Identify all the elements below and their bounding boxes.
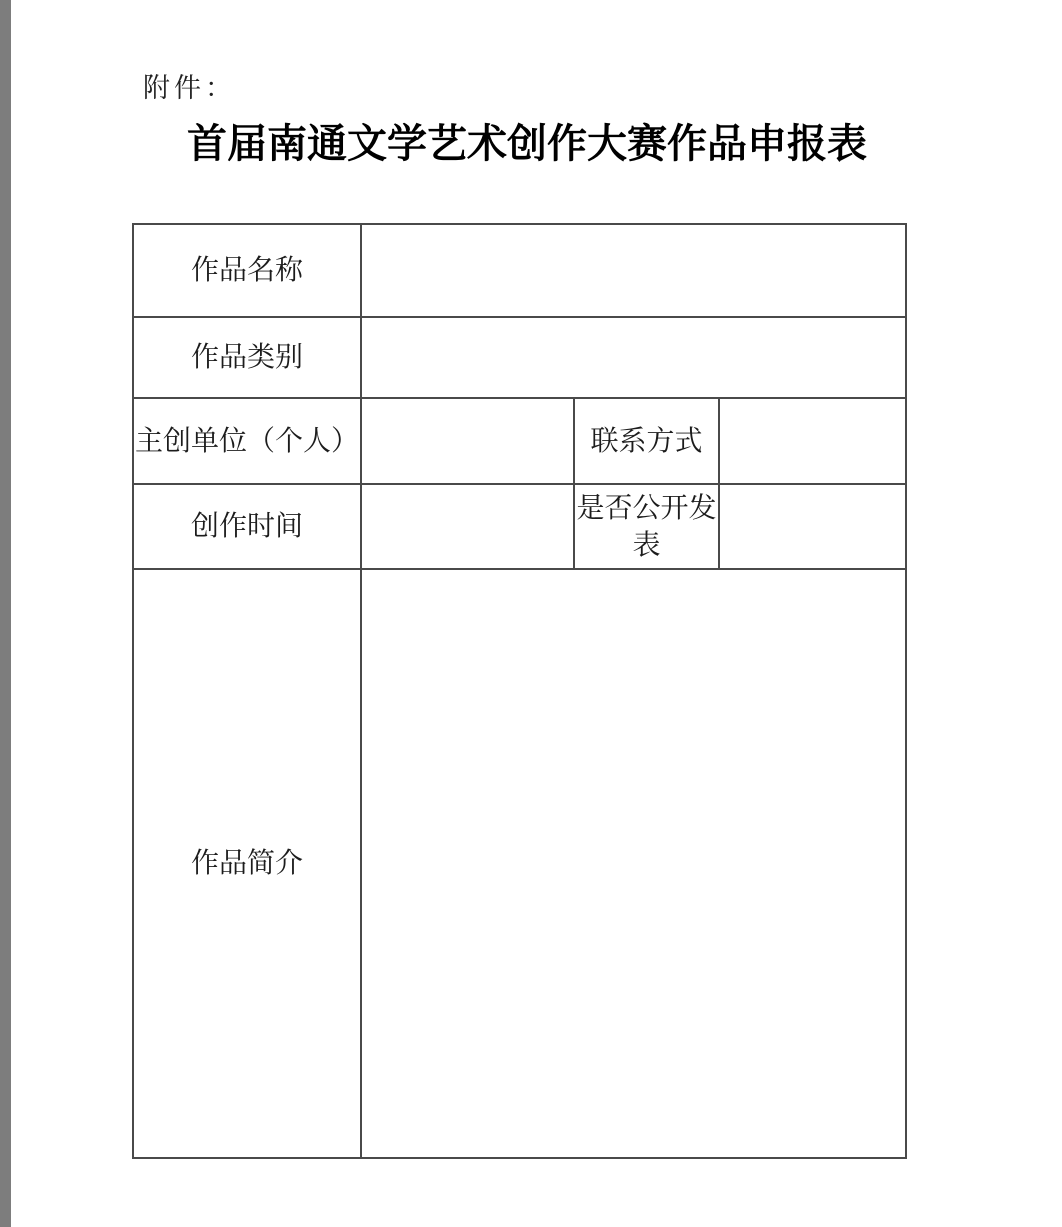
row-work-name (133, 224, 906, 317)
work-category-label: 作品类别 (133, 317, 361, 398)
creation-time-field (361, 484, 574, 569)
published-label: 是否公开发表 (574, 484, 719, 569)
work-name-field (361, 224, 906, 317)
contact-label: 联系方式 (574, 398, 719, 484)
application-form-table (132, 223, 907, 1159)
row-creator-contact (133, 398, 906, 484)
creator-unit-label: 主创单位（个人） (133, 398, 361, 484)
work-intro-field (361, 569, 906, 1158)
published-field (719, 484, 906, 569)
contact-field (719, 398, 906, 484)
creation-time-label: 创作时间 (133, 484, 361, 569)
row-time-published (133, 484, 906, 569)
page-edge-strip (0, 0, 11, 1227)
work-name-label: 作品名称 (133, 224, 361, 317)
attachment-label: 附件： (143, 73, 236, 103)
row-work-intro (133, 569, 906, 1158)
creator-unit-field (361, 398, 574, 484)
work-category-field (361, 317, 906, 398)
row-work-category (133, 317, 906, 398)
page-title: 首届南通文学艺术创作大赛作品申报表 (187, 121, 867, 166)
work-intro-label: 作品简介 (133, 569, 361, 1158)
